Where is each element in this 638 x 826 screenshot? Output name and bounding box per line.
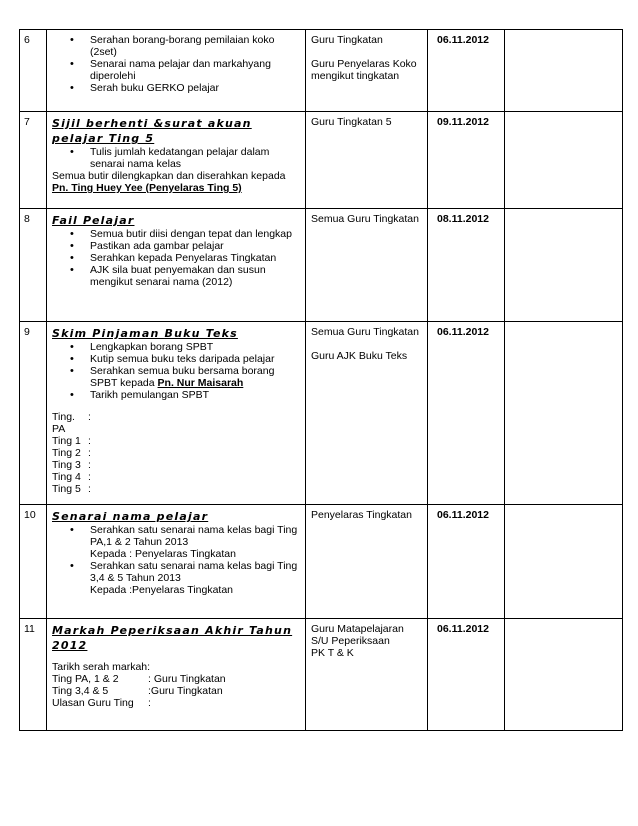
date-cell: 08.11.2012 (428, 209, 505, 322)
note-bold-text: Pn. Ting Huey Yee (Penyelaras Ting 5) (52, 182, 242, 194)
list-item (90, 524, 300, 560)
list-item: • Serahan borang-borang pemilaian koko (2set) (90, 34, 300, 58)
list-item (90, 365, 300, 389)
ting-line (52, 459, 300, 471)
task-cell (47, 505, 306, 619)
responsible-cell (306, 30, 428, 112)
responsible-cell (306, 505, 428, 619)
ting-value: : (88, 459, 91, 471)
role-text: Guru Tingkatan (311, 34, 383, 46)
marks-label: Ting 3,4 & 5 (52, 685, 109, 697)
table-row (20, 209, 623, 322)
role-text: Guru Penyelaras Koko mengikut tingkatan (311, 58, 417, 82)
marks-label: Ulasan Guru Ting (52, 697, 134, 709)
list-item-text: • Serahkan satu senarai nama kelas bagi Ting 3,4 & 5 Tahun 2013 (90, 560, 298, 584)
bullet-list (52, 34, 300, 94)
marks-line (52, 685, 300, 697)
marks-value: : (148, 697, 151, 709)
row-number: 8 (20, 209, 47, 322)
responsible-cell (306, 209, 428, 322)
date-cell: 06.11.2012 (428, 505, 505, 619)
task-table (19, 29, 623, 731)
section-title: Markah Peperiksaan Akhir Tahun 2012 (52, 624, 293, 652)
role-text: Guru AJK Buku Teks (311, 350, 408, 362)
marks-label: Ting PA, 1 & 2 (52, 673, 119, 685)
list-item: • Lengkapkan borang SPBT (90, 341, 300, 353)
role-text: Semua Guru Tingkatan (311, 213, 419, 225)
list-item: • Semua butir diisi dengan tepat dan lengkap (90, 228, 300, 240)
task-cell (47, 619, 306, 731)
notes-cell (505, 209, 623, 322)
list-item-extra: Kepada : Penyelaras Tingkatan (90, 548, 236, 560)
ting-label: Ting. PA (52, 411, 75, 435)
list-item: • Tarikh pemulangan SPBT (90, 389, 300, 401)
ting-line (52, 411, 300, 435)
task-cell (47, 112, 306, 209)
responsible-cell (306, 619, 428, 731)
list-item: • AJK sila buat penyemakan dan susun mengikut senarai nama (2012) (90, 264, 300, 288)
role-text: Penyelaras Tingkatan (311, 509, 412, 521)
ting-label: Ting 1 (52, 435, 81, 447)
ting-value: : (88, 411, 91, 423)
row-number: 10 (20, 505, 47, 619)
date-cell: 09.11.2012 (428, 112, 505, 209)
list-item: • Serahkan kepada Penyelaras Tingkatan (90, 252, 300, 264)
role-text: S/U Peperiksaan (311, 635, 390, 647)
ting-value: : (88, 471, 91, 483)
list-item: • Serah buku GERKO pelajar (90, 82, 300, 94)
row-number: 9 (20, 322, 47, 505)
section-title: Senarai nama pelajar (52, 510, 209, 523)
ting-label: Ting 3 (52, 459, 81, 471)
bullet-list (52, 146, 300, 170)
row-number: 6 (20, 30, 47, 112)
section-title: Sijil berhenti &surat akuan pelajar Ting 5 (52, 117, 252, 145)
ting-line (52, 471, 300, 483)
task-cell (47, 322, 306, 505)
intro-text: Tarikh serah markah: (52, 661, 151, 673)
ting-value: : (88, 447, 91, 459)
section-title: Fail Pelajar (52, 214, 135, 227)
list-item-extra: Kepada :Penyelaras Tingkatan (90, 584, 234, 596)
notes-cell (505, 322, 623, 505)
date-cell: 06.11.2012 (428, 322, 505, 505)
responsible-cell (306, 322, 428, 505)
date-cell: 06.11.2012 (428, 30, 505, 112)
table-row (20, 30, 623, 112)
date-cell: 06.11.2012 (428, 619, 505, 731)
section-title: Skim Pinjaman Buku Teks (52, 327, 238, 340)
list-item: • Pastikan ada gambar pelajar (90, 240, 300, 252)
role-text: PK T & K (311, 647, 354, 659)
person-name: Pn. Nur Maisarah (157, 377, 244, 389)
marks-value: : Guru Tingkatan (148, 673, 226, 685)
role-text: Guru Matapelajaran (311, 623, 404, 635)
notes-cell (505, 30, 623, 112)
list-item: • Kutip semua buku teks daripada pelajar (90, 353, 300, 365)
notes-cell (505, 619, 623, 731)
ting-label: Ting 4 (52, 471, 81, 483)
marks-line (52, 673, 300, 685)
role-text: Guru Tingkatan 5 (311, 116, 392, 128)
responsible-cell (306, 112, 428, 209)
list-item: • Senarai nama pelajar dan markahyang diperolehi (90, 58, 300, 82)
table-row (20, 619, 623, 731)
ting-value: : (88, 435, 91, 447)
ting-label: Ting 5 (52, 483, 81, 495)
bullet-list (52, 524, 300, 596)
list-item: • Tulis jumlah kedatangan pelajar dalam senarai nama kelas (90, 146, 300, 170)
ting-value: : (88, 483, 91, 495)
ting-line (52, 435, 300, 447)
ting-line (52, 483, 300, 495)
role-text: Semua Guru Tingkatan (311, 326, 419, 338)
marks-value: :Guru Tingkatan (148, 685, 223, 697)
notes-cell (505, 112, 623, 209)
list-item-text: Serahkan semua buku bersama borang SPBT kepada (90, 365, 275, 389)
note-text: Semua butir dilengkapkan dan diserahkan kepada (52, 170, 286, 182)
task-cell (47, 30, 306, 112)
marks-line (52, 697, 300, 709)
list-item-text: • Serahkan satu senarai nama kelas bagi Ting PA,1 & 2 Tahun 2013 (90, 524, 298, 548)
notes-cell (505, 505, 623, 619)
ting-label: Ting 2 (52, 447, 81, 459)
row-number: 7 (20, 112, 47, 209)
list-item (90, 560, 300, 596)
bullet-list (52, 341, 300, 401)
table-row (20, 505, 623, 619)
task-cell (47, 209, 306, 322)
bullet-list (52, 228, 300, 288)
table-row (20, 322, 623, 505)
table-row (20, 112, 623, 209)
ting-line (52, 447, 300, 459)
row-number: 11 (20, 619, 47, 731)
